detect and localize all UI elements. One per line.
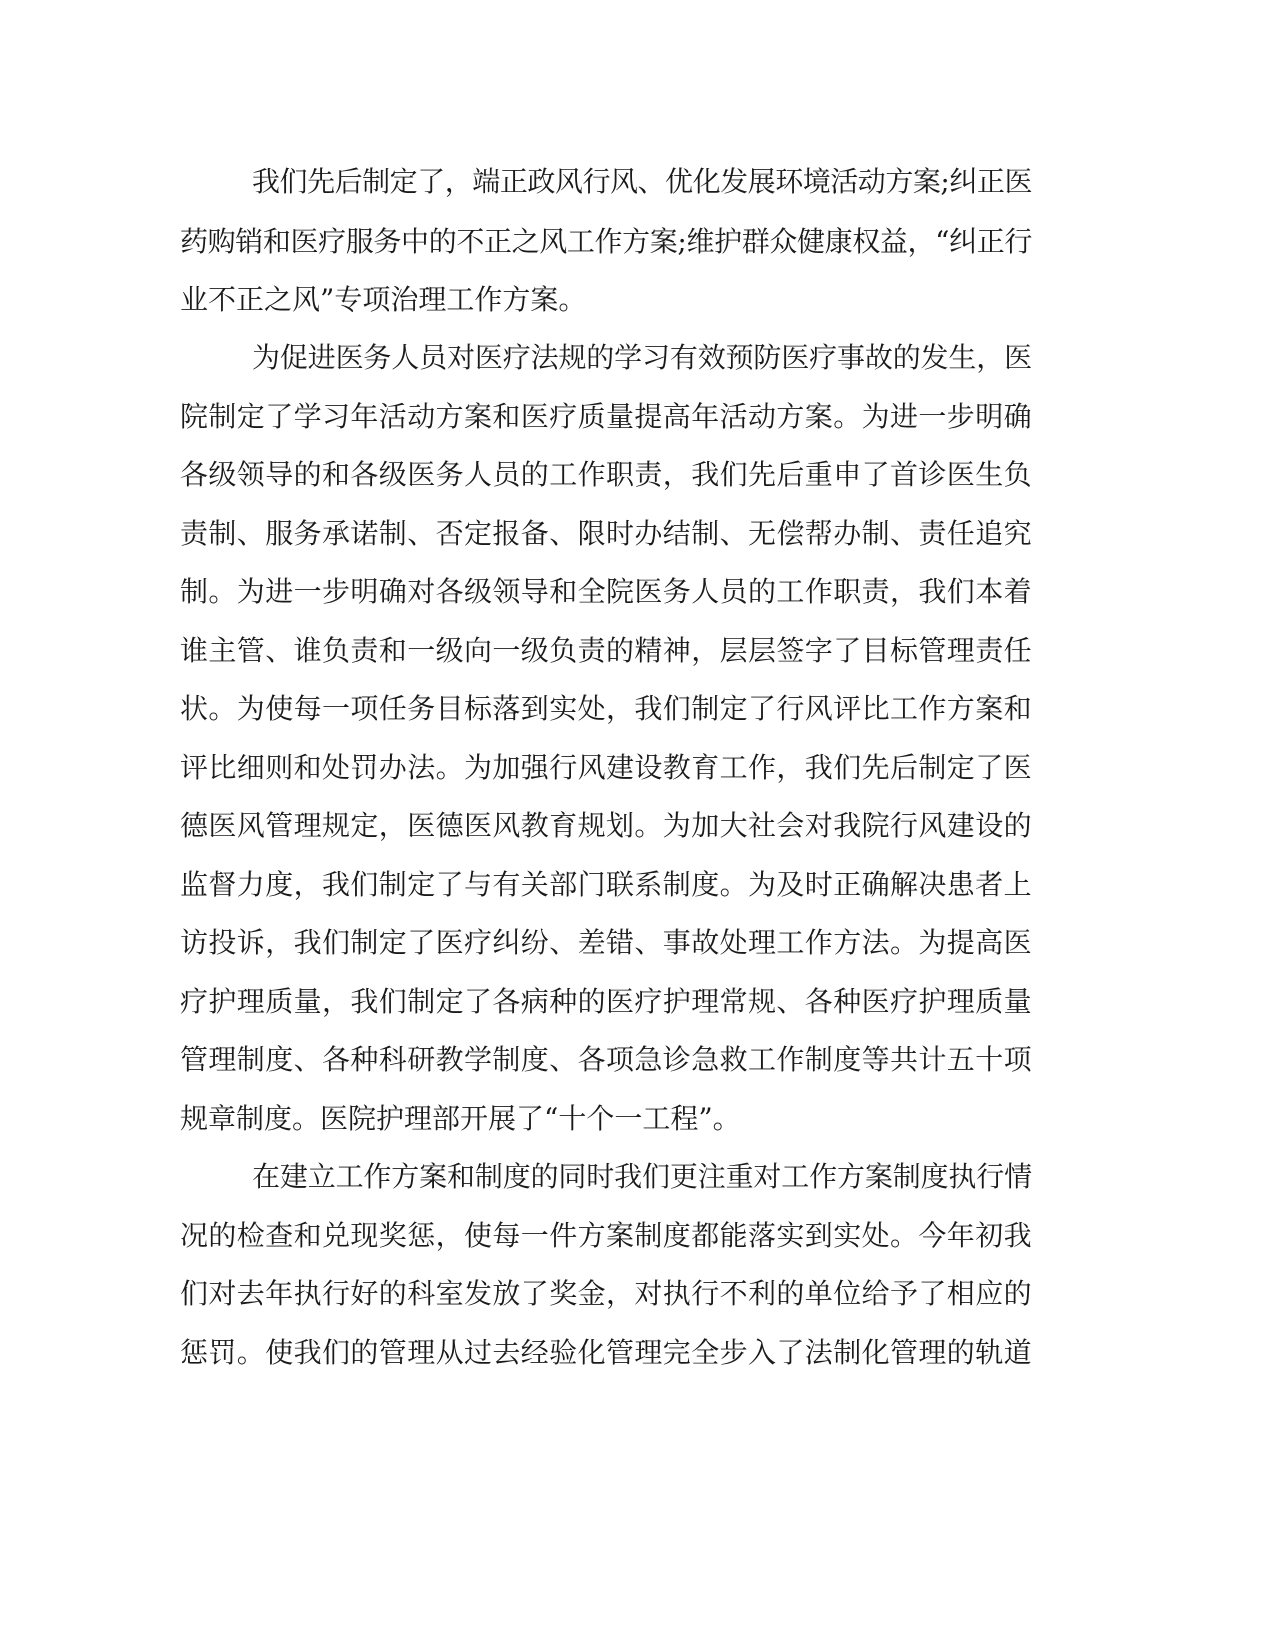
line-4: 为促进医务人员对医疗法规的学习有效预防医疗事故的发生，医 [252,341,1032,374]
line-11: 评比细则和处罚办法。为加强行风建设教育工作，我们先后制定了医 [180,751,1032,784]
line-20: 们对去年执行好的科室发放了奖金，对执行不利的单位给予了相应的 [180,1277,1032,1310]
line-10: 状。为使每一项任务目标落到实处，我们制定了行风评比工作方案和 [180,692,1032,725]
line-1: 我们先后制定了，端正政风行风、优化发展环境活动方案;纠正医 [252,165,1032,198]
line-13: 监督力度，我们制定了与有关部门联系制度。为及时正确解决患者上 [180,868,1032,901]
line-2: 药购销和医疗服务中的不正之风工作方案;维护群众健康权益，“纠正行 [180,225,1032,258]
line-17: 规章制度。医院护理部开展了“十个一工程”。 [180,1102,741,1135]
line-19: 况的检查和兑现奖惩，使每一件方案制度都能落实到实处。今年初我 [180,1219,1032,1252]
line-6: 各级领导的和各级医务人员的工作职责，我们先后重申了首诊医生负 [180,458,1032,491]
line-18: 在建立工作方案和制度的同时我们更注重对工作方案制度执行情 [252,1160,1032,1193]
line-21: 惩罚。使我们的管理从过去经验化管理完全步入了法制化管理的轨道 [180,1336,1032,1369]
line-5: 院制定了学习年活动方案和医疗质量提高年活动方案。为进一步明确 [180,400,1032,433]
line-15: 疗护理质量，我们制定了各病种的医疗护理常规、各种医疗护理质量 [180,985,1032,1018]
line-3: 业不正之风”专项治理工作方案。 [180,283,587,316]
line-12: 德医风管理规定，医德医风教育规划。为加大社会对我院行风建设的 [180,809,1032,842]
line-8: 制。为进一步明确对各级领导和全院医务人员的工作职责，我们本着 [180,575,1032,608]
line-9: 谁主管、谁负责和一级向一级负责的精神，层层签字了目标管理责任 [180,634,1032,667]
line-16: 管理制度、各种科研教学制度、各项急诊急救工作制度等共计五十项 [180,1043,1032,1076]
line-7: 责制、服务承诺制、否定报备、限时办结制、无偿帮办制、责任追究 [180,517,1032,550]
line-14: 访投诉，我们制定了医疗纠纷、差错、事故处理工作方法。为提高医 [180,926,1032,959]
